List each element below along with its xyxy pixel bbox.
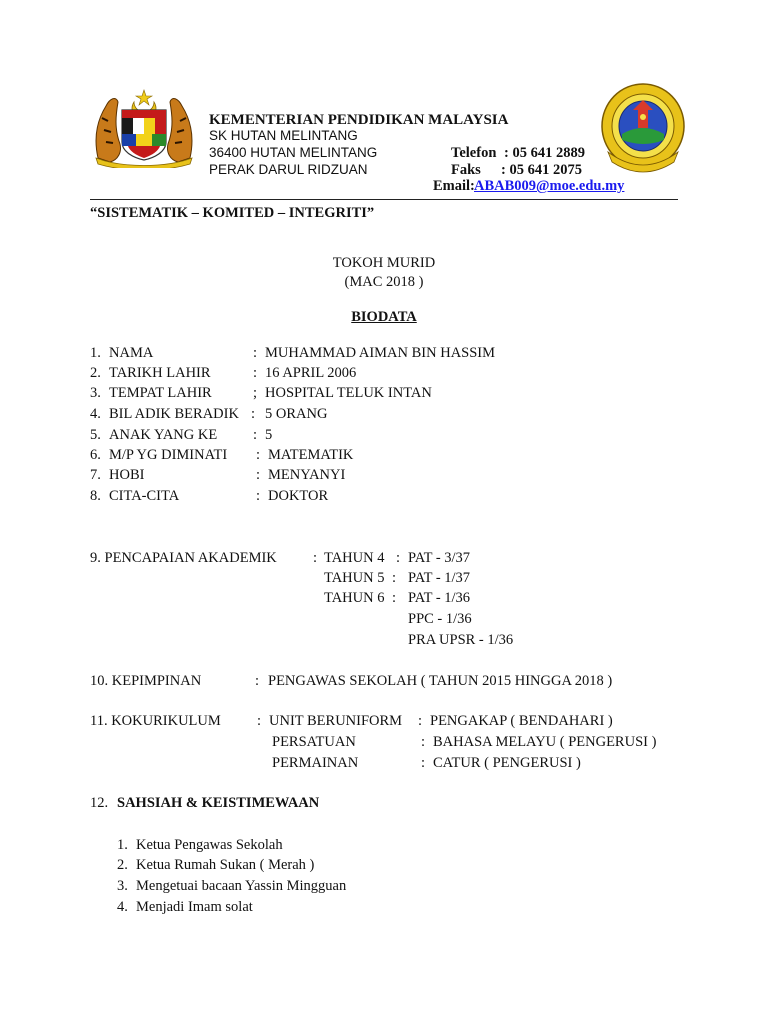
biodata-value: MENYANYI [268,467,346,483]
biodata-sep: ; [253,385,258,401]
school-motto: “SISTEMATIK – KOMITED – INTEGRITI” [90,205,375,221]
school-seal-icon [600,82,686,174]
akademik-result: PAT - 1/37 [408,570,471,586]
biodata-label: M/P YG DIMINATI [109,447,228,463]
akademik-year: TAHUN 4 [324,550,385,566]
biodata-value: MATEMATIK [268,447,354,463]
akademik-sep: : [313,550,318,566]
ministry-name: KEMENTERIAN PENDIDIKAN MALAYSIA [209,112,509,128]
school-name: SK HUTAN MELINTANG [209,128,358,143]
phone-number: : 05 641 2889 [504,145,585,161]
akademik-label: 9. PENCAPAIAN AKADEMIK [90,550,277,566]
document-title: TOKOH MURID [332,255,436,271]
biodata-label: ANAK YANG KE [109,427,218,443]
biodata-label: CITA-CITA [109,488,180,504]
document-subtitle: (MAC 2018 ) [344,274,424,290]
kokurikulum-type: PERSATUAN [272,734,356,750]
state-line: PERAK DARUL RIDZUAN [209,162,368,177]
akademik-result: PRA UPSR - 1/36 [408,632,514,648]
biodata-label: BIL ADIK BERADIK [109,406,239,422]
akademik-year: TAHUN 5 [324,570,385,586]
kokurikulum-value: BAHASA MELAYU ( PENGERUSI ) [433,734,657,750]
biodata-sep: : [256,488,261,504]
biodata-num: 2. [90,365,101,381]
biodata-label: TARIKH LAHIR [109,365,211,381]
header-divider [90,199,678,200]
biodata-num: 8. [90,488,101,504]
biodata-sep: : [251,406,256,422]
list-item: Ketua Rumah Sukan ( Merah ) [136,857,315,873]
fax-label: Faks [451,162,481,178]
kepimpinan-label: 10. KEPIMPINAN [90,673,202,689]
kokurikulum-label: 11. KOKURIKULUM [90,713,221,729]
biodata-value: DOKTOR [268,488,329,504]
jata-negara-logo-icon [92,88,196,168]
akademik-result: PAT - 1/36 [408,590,471,606]
biodata-label: HOBI [109,467,145,483]
biodata-value: HOSPITAL TELUK INTAN [265,385,432,401]
kokurikulum-type: UNIT BERUNIFORM [269,713,403,729]
list-item-num: 2. [117,857,128,873]
biodata-num: 4. [90,406,101,422]
biodata-label: NAMA [109,345,154,361]
biodata-num: 7. [90,467,101,483]
biodata-sep: : [256,467,261,483]
biodata-value: 16 APRIL 2006 [265,365,357,381]
sahsiah-num: 12. [90,795,109,811]
kokurikulum-value: CATUR ( PENGERUSI ) [433,755,581,771]
list-item-num: 1. [117,837,128,853]
email-link[interactable]: ABAB009@moe.edu.my [474,178,625,194]
kokurikulum-sep: : [257,713,262,729]
biodata-sep: : [253,365,258,381]
fax-number: : 05 641 2075 [501,162,582,178]
biodata-num: 3. [90,385,101,401]
postcode-line: 36400 HUTAN MELINTANG [209,145,378,160]
akademik-result: PAT - 3/37 [408,550,471,566]
biodata-num: 6. [90,447,101,463]
biodata-value: 5 ORANG [265,406,328,422]
list-item: Menjadi Imam solat [136,899,253,915]
biodata-sep: : [253,345,258,361]
kokurikulum-type-sep: : [418,713,423,729]
biodata-sep: : [253,427,258,443]
kokurikulum-type-sep: : [421,755,426,771]
email-label: Email: [433,178,475,194]
section-heading-biodata: BIODATA [351,309,417,325]
list-item-num: 3. [117,878,128,894]
akademik-year-sep: : [392,590,397,606]
kokurikulum-value: PENGAKAP ( BENDAHARI ) [430,713,613,729]
kepimpinan-sep: : [255,673,260,689]
akademik-result: PPC - 1/36 [408,611,472,627]
akademik-year: TAHUN 6 [324,590,385,606]
biodata-num: 1. [90,345,101,361]
kokurikulum-type: PERMAINAN [272,755,359,771]
kepimpinan-value: PENGAWAS SEKOLAH ( TAHUN 2015 HINGGA 2018 ) [268,673,613,689]
list-item-num: 4. [117,899,128,915]
akademik-year-sep: : [392,570,397,586]
biodata-sep: : [256,447,261,463]
biodata-label: TEMPAT LAHIR [109,385,212,401]
list-item: Ketua Pengawas Sekolah [136,837,283,853]
phone-label: Telefon [451,145,497,161]
biodata-num: 5. [90,427,101,443]
sahsiah-heading: SAHSIAH & KEISTIMEWAAN [117,795,320,811]
list-item: Mengetuai bacaan Yassin Mingguan [136,878,347,894]
akademik-year-sep: : [396,550,401,566]
biodata-value: MUHAMMAD AIMAN BIN HASSIM [265,345,496,361]
biodata-value: 5 [265,427,273,443]
kokurikulum-type-sep: : [421,734,426,750]
